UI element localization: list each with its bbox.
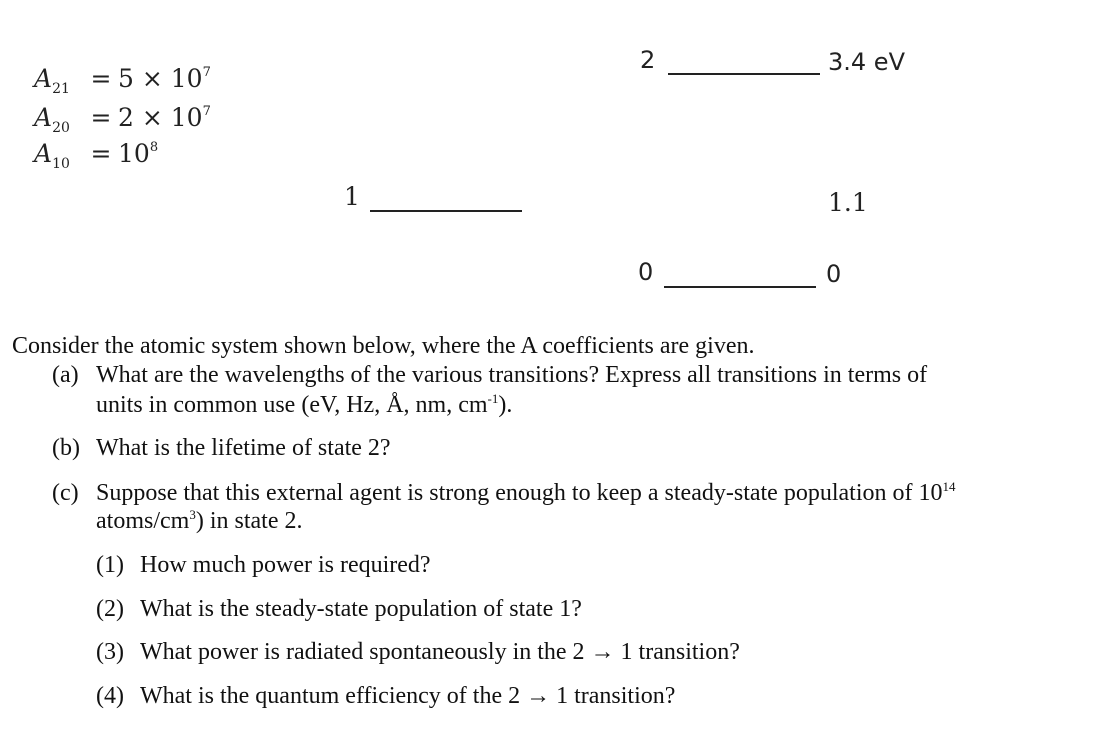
level-1-energy: 1.1 (828, 188, 868, 217)
part-c: (c) Suppose that this external agent is strong enough to keep a steady-state population of $10^{14}$ (52, 479, 956, 506)
level-1-label: 1 (344, 182, 360, 211)
level-2-label: 2 (640, 46, 656, 74)
coefficient-a20: $A_{20} = 2 \times 10^7$ (34, 103, 211, 136)
part-a: (a) What are the wavelengths of the various transitions? Express all transitions in terms of (52, 362, 928, 388)
level-0-energy: 0 (826, 260, 842, 288)
coefficient-a10: $A_{10} = 10^8$ (34, 139, 159, 172)
level-0-label: 0 (638, 258, 654, 286)
part-a-continuation: units in common use (eV, Hz, Å, nm, $cm^{-1}$). (96, 391, 513, 418)
part-c-continuation: atoms/$cm^3$) in state 2. (96, 507, 303, 534)
level-0-line (664, 286, 816, 288)
coefficient-a21: $A_{21} = 5 \times 10^7$ (34, 64, 211, 97)
problem-intro: Consider the atomic system shown below, where the A coefficients are given. (12, 333, 755, 359)
level-2-line (668, 73, 820, 75)
sub-question-3: (3) What power is radiated spontaneously in the 2 → 1 transition? (96, 639, 740, 665)
level-1-line (370, 210, 522, 212)
part-b: (b) What is the lifetime of state 2? (52, 435, 391, 461)
level-2-energy: 3.4 eV (828, 48, 905, 76)
sub-question-4: (4) What is the quantum efficiency of the 2 → 1 transition? (96, 683, 676, 709)
sub-question-1: (1) How much power is required? (96, 552, 431, 578)
sub-question-2: (2) What is the steady-state population of state 1? (96, 596, 582, 622)
